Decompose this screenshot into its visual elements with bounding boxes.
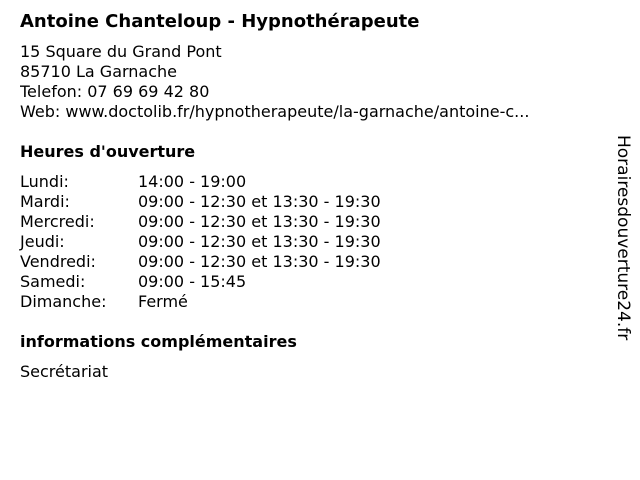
website-link[interactable]: Web: www.doctolib.fr/hypnotherapeute/la-garnache/antoine-c... — [20, 102, 530, 121]
extra-info-text: Secrétariat — [20, 362, 109, 381]
hours-heading: Heures d'ouverture — [20, 142, 196, 161]
address-street: 15 Square du Grand Pont — [20, 42, 222, 61]
hours-row-mardi — [20, 192, 600, 212]
time-value: 09:00 - 12:30 et 13:30 - 19:30 — [138, 212, 381, 231]
extra-info-heading: informations complémentaires — [20, 332, 297, 351]
address-city: 85710 La Garnache — [20, 62, 178, 81]
time-value: 09:00 - 15:45 — [138, 272, 247, 291]
business-title: Antoine Chanteloup - Hypnothérapeute — [20, 11, 420, 32]
time-value: 09:00 - 12:30 et 13:30 - 19:30 — [138, 252, 381, 271]
hours-row-mercredi — [20, 212, 600, 232]
day-label: Mardi: — [20, 192, 70, 211]
hours-row-vendredi — [20, 252, 600, 272]
hours-row-samedi — [20, 272, 600, 292]
time-value: Fermé — [138, 292, 188, 311]
hours-row-dimanche — [20, 292, 600, 312]
time-value: 09:00 - 12:30 et 13:30 - 19:30 — [138, 192, 381, 211]
day-label: Jeudi: — [20, 232, 65, 251]
day-label: Dimanche: — [20, 292, 107, 311]
business-card — [20, 10, 600, 382]
day-label: Vendredi: — [20, 252, 96, 271]
hours-row-lundi — [20, 172, 600, 192]
day-label: Mercredi: — [20, 212, 95, 231]
day-label: Samedi: — [20, 272, 86, 291]
time-value: 14:00 - 19:00 — [138, 172, 247, 191]
opening-hours-list — [20, 172, 600, 312]
site-watermark: Horairesdouverture24.fr — [613, 135, 633, 341]
day-label: Lundi: — [20, 172, 69, 191]
time-value: 09:00 - 12:30 et 13:30 - 19:30 — [138, 232, 381, 251]
contact-info — [20, 42, 600, 122]
phone-number: Telefon: 07 69 69 42 80 — [20, 82, 210, 101]
hours-row-jeudi — [20, 232, 600, 252]
